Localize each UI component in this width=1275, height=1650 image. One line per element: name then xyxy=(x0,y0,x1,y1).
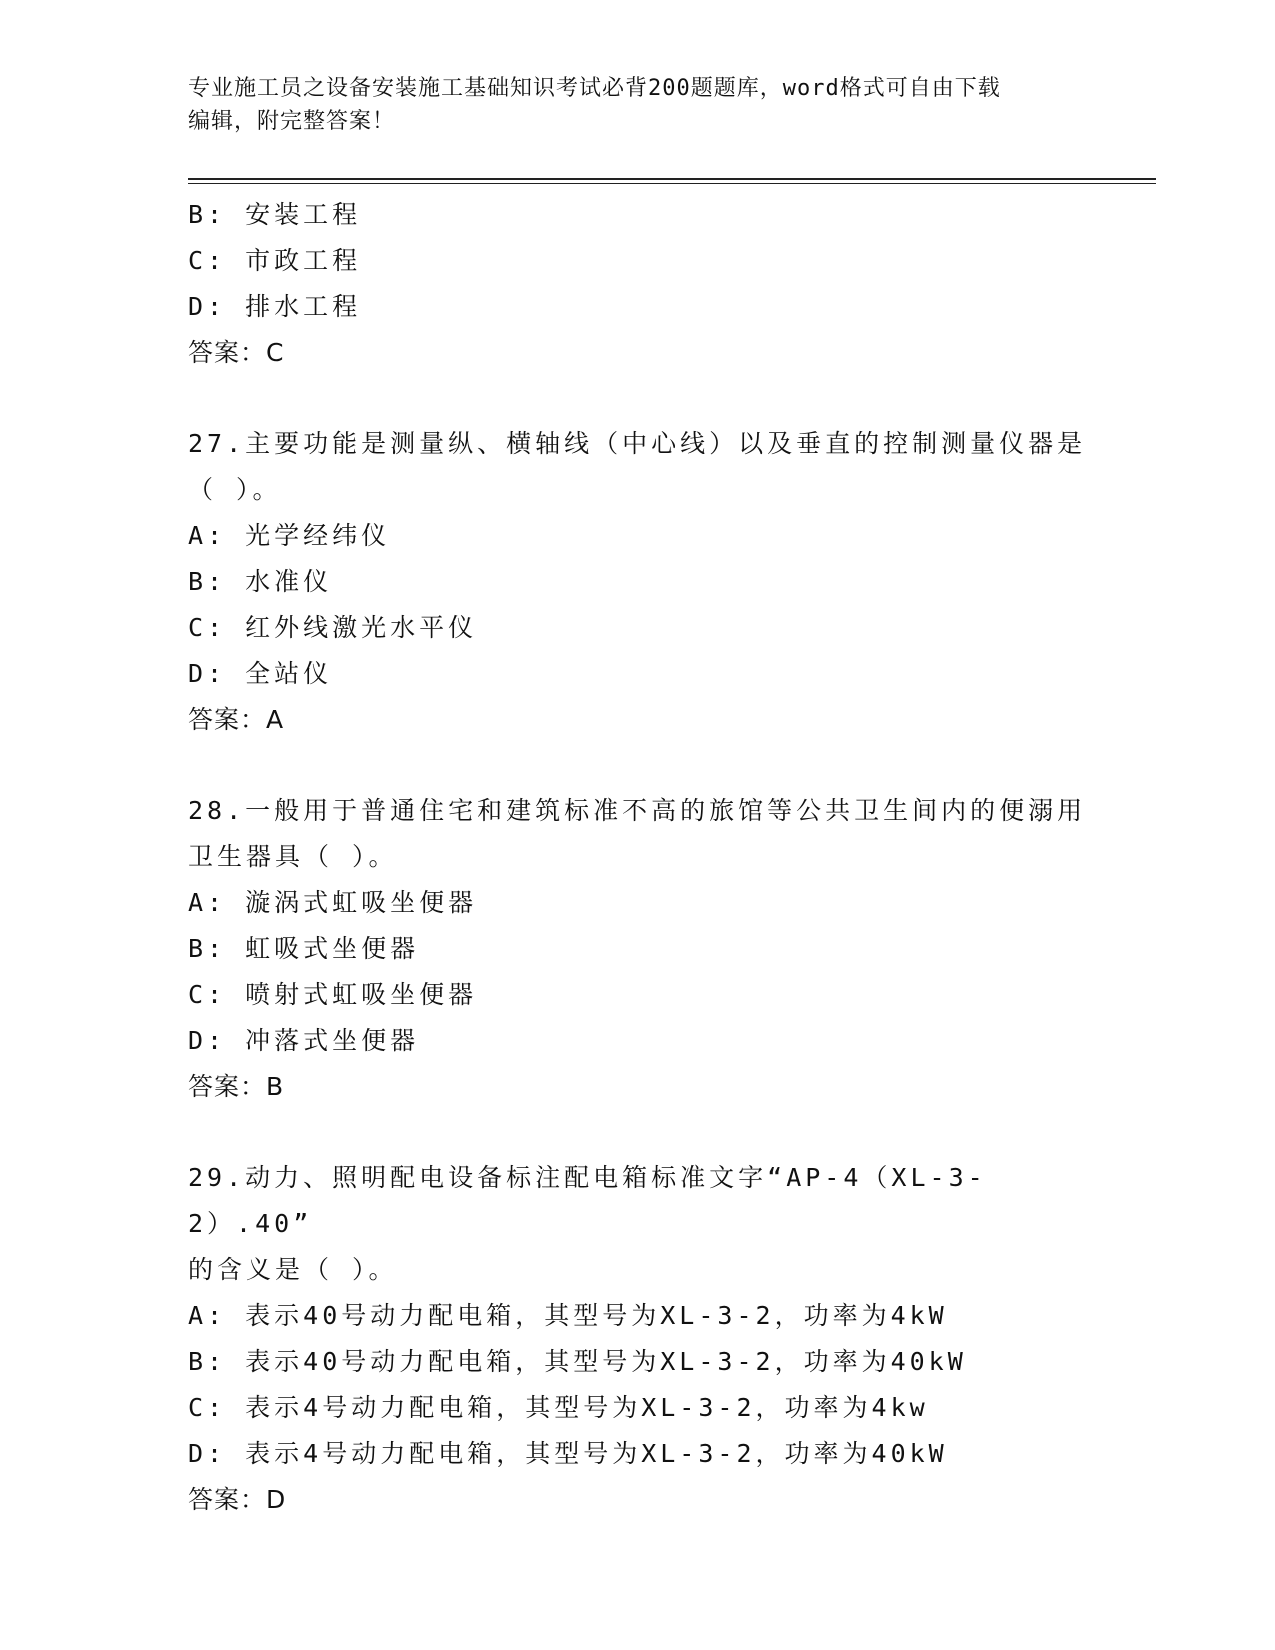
question-27 xyxy=(188,421,1088,743)
answer-line: 答案：C xyxy=(188,338,285,367)
answer-line: 答案：B xyxy=(188,1072,285,1101)
option-a: A: 光学经纬仪 xyxy=(188,521,391,550)
question-26 xyxy=(188,192,1088,376)
question-stem-line-1: 28.一般用于普通住宅和建筑标准不高的旅馆等公共卫生间内的便溺用 xyxy=(188,796,1087,825)
option-c: C: 市政工程 xyxy=(188,246,362,275)
option-b: B: 虹吸式坐便器 xyxy=(188,934,420,963)
option-d: D: 排水工程 xyxy=(188,292,362,321)
question-stem-line-1: 29.动力、照明配电设备标注配电箱标准文字“AP-4（XL-3-2）.40” xyxy=(188,1163,987,1238)
spacer xyxy=(188,376,1088,421)
question-stem-line-2: 的含义是（ ）。 xyxy=(188,1255,398,1284)
answer-line: 答案：A xyxy=(188,705,285,734)
option-c: C: 喷射式虹吸坐便器 xyxy=(188,980,478,1009)
spacer xyxy=(188,1110,1088,1155)
spacer xyxy=(188,743,1088,788)
question-stem-line-2: 卫生器具（ ）。 xyxy=(188,842,398,871)
option-b: B: 安装工程 xyxy=(188,200,362,229)
question-29 xyxy=(188,1155,1088,1523)
header-line-1: 专业施工员之设备安装施工基础知识考试必背200题题库，word格式可自由下载 xyxy=(188,76,1001,101)
header-line-2: 编辑，附完整答案！ xyxy=(188,109,396,134)
option-b: B: 水准仪 xyxy=(188,567,333,596)
question-stem-line-1: 27.主要功能是测量纵、横轴线（中心线）以及垂直的控制测量仪器是 xyxy=(188,429,1087,458)
header-divider-thick xyxy=(188,178,1156,180)
option-c: C: 红外线激光水平仪 xyxy=(188,613,478,642)
option-a: A: 表示40号动力配电箱，其型号为XL-3-2，功率为4kW xyxy=(188,1301,948,1330)
question-stem-line-2: （ ）。 xyxy=(188,475,282,504)
header-divider-thin xyxy=(188,183,1156,184)
document-header xyxy=(188,72,1088,138)
option-d: D: 表示4号动力配电箱，其型号为XL-3-2，功率为40kW xyxy=(188,1439,948,1468)
question-content xyxy=(188,192,1088,1523)
answer-line: 答案：D xyxy=(188,1485,287,1514)
option-b: B: 表示40号动力配电箱，其型号为XL-3-2，功率为40kW xyxy=(188,1347,967,1376)
option-c: C: 表示4号动力配电箱，其型号为XL-3-2，功率为4kw xyxy=(188,1393,929,1422)
option-d: D: 冲落式坐便器 xyxy=(188,1026,420,1055)
question-28 xyxy=(188,788,1088,1110)
option-a: A: 漩涡式虹吸坐便器 xyxy=(188,888,478,917)
option-d: D: 全站仪 xyxy=(188,659,333,688)
